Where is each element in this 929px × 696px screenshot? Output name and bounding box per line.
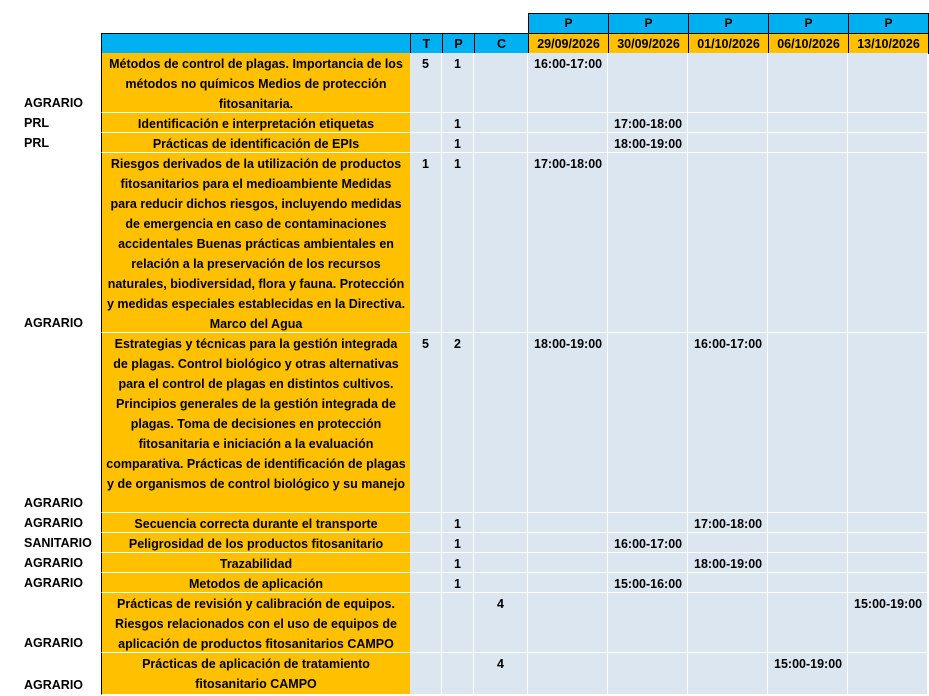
row-hours-t (410, 113, 442, 133)
row-session-slot: 16:00-17:00 (688, 333, 768, 513)
row-session-slot (768, 113, 848, 133)
row-session-slot (848, 513, 928, 533)
row-session-slot (848, 533, 928, 553)
row-session-slot: 15:00-16:00 (608, 573, 688, 593)
row-session-slot: 17:00-18:00 (688, 513, 768, 533)
row-session-slot (848, 333, 928, 513)
row-hours-c (474, 133, 528, 153)
row-session-slot (528, 593, 608, 653)
row-session-slot (688, 573, 768, 593)
row-session-slot (688, 53, 768, 113)
row-hours-p (442, 653, 474, 695)
row-session-slot (528, 113, 608, 133)
row-session-slot: 16:00-17:00 (528, 53, 608, 113)
session-type-header: P (528, 13, 609, 34)
row-category: AGRARIO (24, 316, 84, 330)
column-header-t: T (410, 33, 443, 54)
row-session-slot (608, 653, 688, 695)
row-session-slot (768, 553, 848, 573)
row-hours-p: 1 (442, 133, 474, 153)
row-hours-t: 1 (410, 153, 442, 333)
row-hours-c (474, 53, 528, 113)
row-session-slot: 18:00-19:00 (528, 333, 608, 513)
row-topic: Métodos de control de plagas. Importancia de los métodos no químicos Medios de protección fitosanitaria. (101, 53, 411, 113)
session-date-header: 06/10/2026 (768, 33, 849, 54)
column-header-c: C (474, 33, 529, 54)
row-topic: Estrategias y técnicas para la gestión integrada de plagas. Control biológico y otras alternativas para el control de plagas en distintos cultivos. Principios generales de la gestión integrada de plagas. Toma de decisiones en protección fitosanitaria e iniciación a la evaluación comparativa. Prácticas de identificación de plagas y de organismos de control biológico y su manejo (101, 333, 411, 513)
row-category: AGRARIO (24, 516, 84, 530)
row-category: AGRARIO (24, 576, 84, 590)
row-category: AGRARIO (24, 96, 84, 110)
row-topic: Prácticas de identificación de EPIs (101, 133, 411, 153)
row-category: PRL (24, 136, 49, 150)
row-category: PRL (24, 116, 49, 130)
row-category: AGRARIO (24, 678, 84, 692)
row-topic: Metodos de aplicación (101, 573, 411, 593)
row-session-slot (848, 133, 928, 153)
row-session-slot (608, 513, 688, 533)
row-hours-p: 2 (442, 333, 474, 513)
row-hours-p: 1 (442, 573, 474, 593)
row-session-slot (688, 133, 768, 153)
row-hours-t: 5 (410, 333, 442, 513)
session-date-header: 01/10/2026 (688, 33, 769, 54)
row-session-slot (848, 553, 928, 573)
row-hours-c (474, 573, 528, 593)
row-session-slot (688, 153, 768, 333)
row-hours-c: 4 (474, 653, 528, 695)
row-hours-t (410, 513, 442, 533)
row-session-slot (528, 133, 608, 153)
row-session-slot (688, 593, 768, 653)
row-session-slot (608, 333, 688, 513)
session-type-header: P (688, 13, 769, 34)
row-session-slot (848, 113, 928, 133)
row-topic: Prácticas de aplicación de tratamiento fitosanitario CAMPO (101, 653, 411, 695)
row-session-slot (848, 153, 928, 333)
row-session-slot (608, 153, 688, 333)
session-type-header: P (768, 13, 849, 34)
row-session-slot (848, 573, 928, 593)
row-session-slot (528, 533, 608, 553)
row-category: AGRARIO (24, 556, 84, 570)
row-hours-t (410, 593, 442, 653)
row-session-slot (848, 653, 928, 695)
session-date-header: 30/09/2026 (608, 33, 689, 54)
row-session-slot: 15:00-19:00 (848, 593, 928, 653)
row-hours-p: 1 (442, 113, 474, 133)
row-session-slot: 17:00-18:00 (608, 113, 688, 133)
row-session-slot: 18:00-19:00 (688, 553, 768, 573)
row-hours-t (410, 553, 442, 573)
row-session-slot (608, 53, 688, 113)
row-session-slot (768, 513, 848, 533)
session-date-header: 29/09/2026 (528, 33, 609, 54)
row-hours-p: 1 (442, 53, 474, 113)
row-session-slot (848, 53, 928, 113)
row-session-slot (608, 553, 688, 573)
row-session-slot: 17:00-18:00 (528, 153, 608, 333)
row-hours-c (474, 553, 528, 573)
row-session-slot (688, 653, 768, 695)
row-hours-c (474, 513, 528, 533)
row-hours-c (474, 333, 528, 513)
row-topic: Trazabilidad (101, 553, 411, 573)
row-session-slot (528, 513, 608, 533)
row-hours-t (410, 573, 442, 593)
row-hours-c (474, 153, 528, 333)
session-type-header: P (608, 13, 689, 34)
row-category: AGRARIO (24, 496, 84, 510)
row-hours-t (410, 533, 442, 553)
row-topic: Secuencia correcta durante el transporte (101, 513, 411, 533)
session-date-header: 13/10/2026 (848, 33, 929, 54)
column-header-p: P (442, 33, 475, 54)
row-topic: Identificación e interpretación etiquetas (101, 113, 411, 133)
row-category: AGRARIO (24, 636, 84, 650)
row-session-slot: 18:00-19:00 (608, 133, 688, 153)
row-session-slot (768, 333, 848, 513)
row-session-slot (528, 653, 608, 695)
row-hours-p: 1 (442, 553, 474, 573)
topic-header (101, 33, 411, 54)
row-hours-c: 4 (474, 593, 528, 653)
row-topic: Riesgos derivados de la utilización de productos fitosanitarios para el medioambiente Medidas para reducir dichos riesgos, incluyendo medidas de emergencia en caso de contaminaciones accidentales Buenas prácticas ambientales en relación a la preservación de los recursos naturales, biodiversidad, flora y fauna. Protección y medidas especiales establecidas en la Directiva. Marco del Agua (101, 153, 411, 333)
row-hours-p: 1 (442, 153, 474, 333)
row-hours-t (410, 133, 442, 153)
row-session-slot (688, 113, 768, 133)
row-session-slot (768, 153, 848, 333)
row-hours-c (474, 113, 528, 133)
row-topic: Peligrosidad de los productos fitosanitario (101, 533, 411, 553)
row-topic: Prácticas de revisión y calibración de equipos. Riesgos relacionados con el uso de equipos de aplicación de productos fitosanitarios CAMPO (101, 593, 411, 653)
row-session-slot (768, 533, 848, 553)
row-hours-t (410, 653, 442, 695)
row-session-slot (768, 593, 848, 653)
row-session-slot (528, 553, 608, 573)
session-type-header: P (848, 13, 929, 34)
row-hours-p: 1 (442, 533, 474, 553)
row-hours-p (442, 593, 474, 653)
row-session-slot (688, 533, 768, 553)
row-session-slot (768, 53, 848, 113)
row-hours-c (474, 533, 528, 553)
row-session-slot (528, 573, 608, 593)
row-session-slot (768, 573, 848, 593)
row-session-slot (608, 593, 688, 653)
row-session-slot: 16:00-17:00 (608, 533, 688, 553)
row-hours-t: 5 (410, 53, 442, 113)
row-hours-p: 1 (442, 513, 474, 533)
row-category: SANITARIO (24, 536, 92, 550)
row-session-slot: 15:00-19:00 (768, 653, 848, 695)
row-session-slot (768, 133, 848, 153)
